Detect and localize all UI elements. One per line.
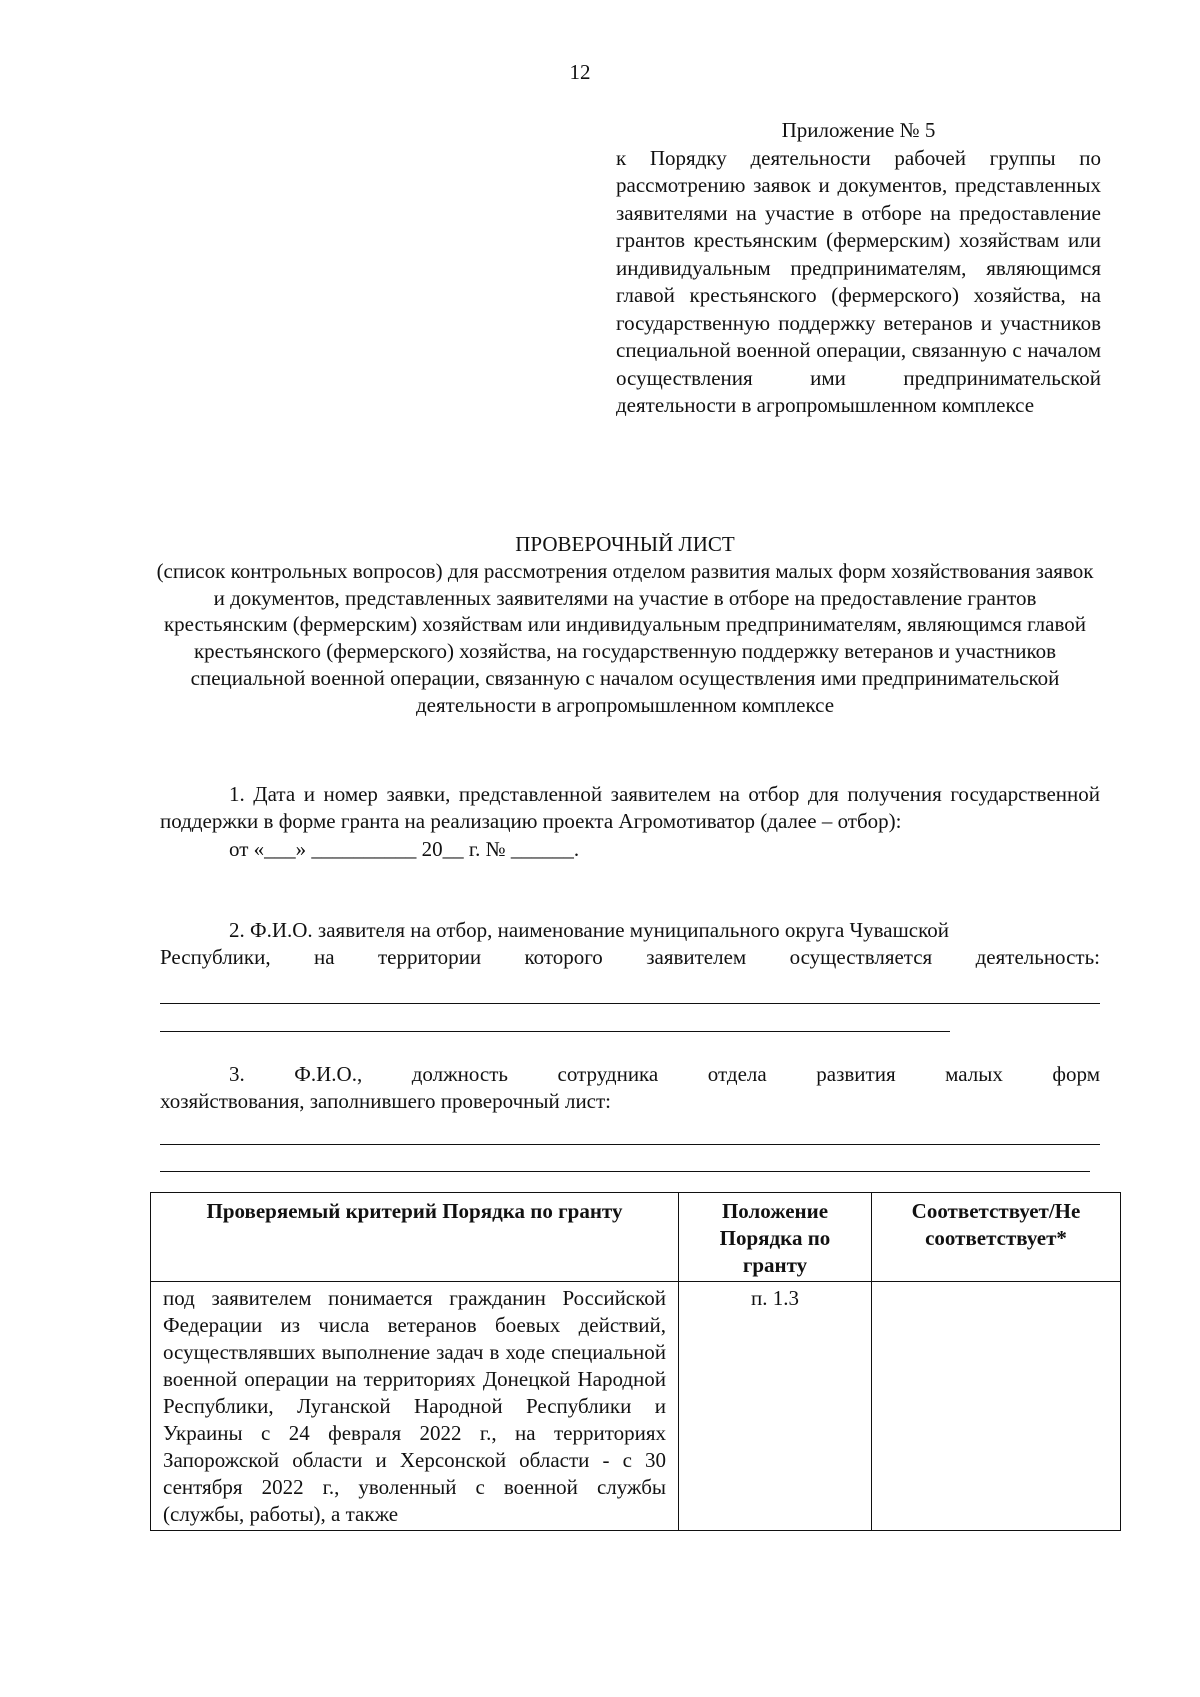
employee-fill-line-2	[160, 1171, 1090, 1172]
appendix-header	[616, 117, 1101, 420]
appendix-title: Приложение № 5	[781, 118, 936, 142]
table-header-row	[151, 1193, 1121, 1282]
header-criterion: Проверяемый критерий Порядка по гранту	[151, 1193, 679, 1282]
page-number: 12	[569, 60, 591, 84]
document-title-block	[150, 531, 1100, 719]
section-1	[160, 781, 1100, 863]
appendix-text: к Порядку деятельности рабочей группы по рассмотрению заявок и документов, представленных заявителями на участие в отборе на предоставление грантов крестьянским (фермерским) хозяйствам или индивидуальным предпринимателям, являющимся главой крестьянского (фермерского) хозяйства, на государственную поддержку ветеранов и участников специальной военной операции, связанную с началом осуществления ими предпринимательской деятельности в агропромышленном комплексе	[616, 145, 1101, 417]
application-date-number-line: от «___» __________ 20__ г. № ______.	[229, 837, 580, 861]
criteria-table	[150, 1192, 1121, 1531]
document-subtitle: (список контрольных вопросов) для рассмотрения отделом развития малых форм хозяйствования заявок и документов, представленных заявителями на участие в отборе на предоставление грантов крестьянским (фермерским) хозяйствам или индивидуальным предпринимателям, являющимся главой крестьянского (фермерского) хозяйства, на государственную поддержку ветеранов и участников специальной военной операции, связанную с началом осуществления ими предпринимательской деятельности в агропромышленном комплексе	[156, 558, 1094, 717]
section-3-text-line-2: хозяйствования, заполнившего проверочный лист:	[160, 1089, 612, 1113]
section-2-text-line-1: 2. Ф.И.О. заявителя на отбор, наименование муниципального округа Чувашской	[229, 918, 949, 942]
header-clause: Положение Порядка по гранту	[679, 1193, 872, 1282]
section-3	[160, 1061, 1100, 1115]
section-2-text-line-2: Республики, на территории которого заявителем осуществляется деятельность:	[160, 945, 1100, 969]
document-title: ПРОВЕРОЧНЫЙ ЛИСТ	[515, 532, 735, 556]
section-1-text: 1. Дата и номер заявки, представленной заявителем на отбор для получения государственной поддержки в форме гранта на реализацию проекта Агромотиватор (далее – отбор):	[160, 782, 1100, 833]
section-2	[160, 917, 1100, 971]
employee-fill-line-1	[160, 1144, 1100, 1145]
clause-cell: п. 1.3	[679, 1282, 872, 1531]
applicant-fill-line-2	[160, 1031, 950, 1032]
table-row	[151, 1282, 1121, 1531]
header-compliance: Соответствует/Не соответствует*	[872, 1193, 1121, 1282]
criterion-cell: под заявителем понимается гражданин Российской Федерации из числа ветеранов боевых действий, осуществлявших выполнение задач в ходе специальной военной операции на территориях Донецкой Народной Республики, Луганской Народной Республики и Украины с 24 февраля 2022 г., на территориях Запорожской области и Херсонской области - с 30 сентября 2022 г., уволенный с военной службы (службы, работы), а также	[151, 1282, 679, 1531]
section-3-text-line-1: 3. Ф.И.О., должность сотрудника отдела развития малых форм	[229, 1062, 1100, 1086]
compliance-cell	[872, 1282, 1121, 1531]
applicant-fill-line-1	[160, 1003, 1100, 1004]
